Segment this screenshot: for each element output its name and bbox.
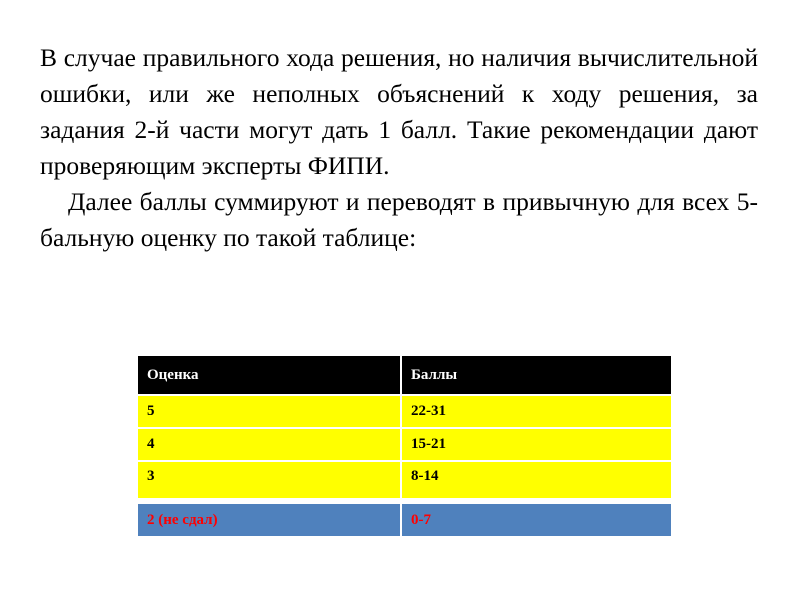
table-header-row <box>138 356 671 394</box>
body-text <box>40 40 758 256</box>
grade-cell: 4 <box>138 429 402 460</box>
paragraph-conversion-intro: Далее баллы суммируют и переводят в привычную для всех 5-бальную оценку по такой таблице: <box>40 187 758 252</box>
table-row <box>138 460 671 498</box>
grade-cell: 2 (не сдал) <box>138 504 402 536</box>
paragraph-scoring-note: В случае правильного хода решения, но наличия вычислительной ошибки, или же неполных объяснений к ходу решения, за задания 2-й части могут дать 1 балл. Такие рекомендации дают проверяющим эксперты ФИПИ. <box>40 43 758 180</box>
table-row-fail <box>138 504 671 536</box>
header-points: Баллы <box>411 366 458 383</box>
points-cell: 8-14 <box>411 468 439 484</box>
header-grade: Оценка <box>138 356 402 394</box>
points-cell: 15-21 <box>411 436 446 452</box>
points-cell: 22-31 <box>411 403 446 419</box>
table-row <box>138 394 671 427</box>
grade-cell: 3 <box>138 462 402 498</box>
grade-cell: 5 <box>138 396 402 427</box>
points-cell: 0-7 <box>411 511 431 528</box>
table-row <box>138 427 671 460</box>
